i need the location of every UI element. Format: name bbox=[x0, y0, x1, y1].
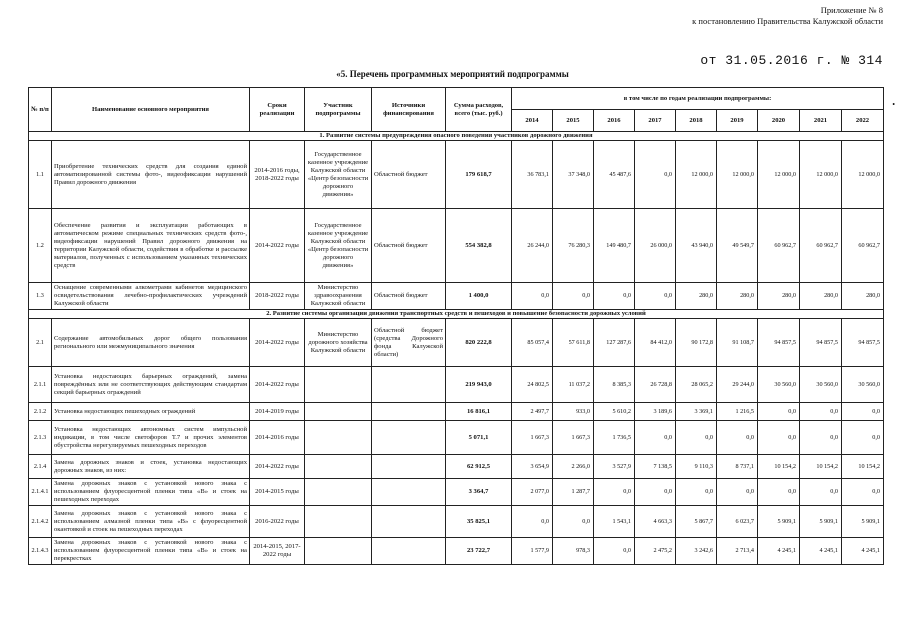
year-amount: 12 000,0 bbox=[842, 141, 884, 209]
implementation-terms: 2014-2022 годы bbox=[250, 319, 305, 367]
year-amount: 8 737,1 bbox=[717, 455, 758, 479]
year-amount: 57 611,8 bbox=[553, 319, 594, 367]
year-amount: 0,0 bbox=[758, 479, 800, 506]
year-amount: 3 527,9 bbox=[594, 455, 635, 479]
table-row bbox=[29, 283, 884, 310]
col-header-year: 2020 bbox=[758, 110, 800, 132]
year-amount: 0,0 bbox=[717, 479, 758, 506]
implementation-terms: 2014-2015 годы bbox=[250, 479, 305, 506]
total-amount: 23 722,7 bbox=[446, 538, 512, 565]
implementation-terms: 2014-2019 годы bbox=[250, 403, 305, 421]
total-amount: 820 222,8 bbox=[446, 319, 512, 367]
table-row bbox=[29, 421, 884, 455]
year-amount: 0,0 bbox=[594, 479, 635, 506]
section-title-2: 2. Развитие системы организации движения транспортных средств и пешеходов и повышение безопасности дорожных условий bbox=[29, 310, 884, 319]
year-amount: 30 560,0 bbox=[842, 367, 884, 403]
year-amount: 1 667,3 bbox=[512, 421, 553, 455]
year-amount: 5 909,1 bbox=[842, 506, 884, 538]
year-amount: 12 000,0 bbox=[758, 141, 800, 209]
year-amount: 0,0 bbox=[512, 283, 553, 310]
year-amount: 4 245,1 bbox=[800, 538, 842, 565]
col-header-year: 2019 bbox=[717, 110, 758, 132]
col-header-no: № п/п bbox=[29, 88, 52, 132]
year-amount: 9 110,3 bbox=[676, 455, 717, 479]
participant bbox=[305, 403, 372, 421]
year-amount: 1 287,7 bbox=[553, 479, 594, 506]
table-row bbox=[29, 538, 884, 565]
implementation-terms: 2014-2022 годы bbox=[250, 455, 305, 479]
year-amount: 280,0 bbox=[800, 283, 842, 310]
year-amount: 30 560,0 bbox=[800, 367, 842, 403]
year-amount: 0,0 bbox=[635, 479, 676, 506]
year-amount: 280,0 bbox=[758, 283, 800, 310]
row-number: 2.1.3 bbox=[29, 421, 52, 455]
year-amount: 6 023,7 bbox=[717, 506, 758, 538]
year-amount: 7 138,5 bbox=[635, 455, 676, 479]
year-amount: 5 867,7 bbox=[676, 506, 717, 538]
funding-source bbox=[372, 367, 446, 403]
total-amount: 35 825,1 bbox=[446, 506, 512, 538]
year-amount: 43 940,0 bbox=[676, 209, 717, 283]
participant: Министерство здравоохранения Калужской области bbox=[305, 283, 372, 310]
row-number: 2.1.4.1 bbox=[29, 479, 52, 506]
year-amount: 0,0 bbox=[553, 283, 594, 310]
implementation-terms: 2014-2016 годы bbox=[250, 421, 305, 455]
activity-name: Установка недостающих пешеходных ограждений bbox=[52, 403, 250, 421]
col-header-year: 2022 bbox=[842, 110, 884, 132]
implementation-terms: 2014-2015, 2017-2022 годы bbox=[250, 538, 305, 565]
year-amount: 0,0 bbox=[553, 506, 594, 538]
table-row bbox=[29, 403, 884, 421]
year-amount: 28 065,2 bbox=[676, 367, 717, 403]
year-amount: 2 266,0 bbox=[553, 455, 594, 479]
col-header-source: Источники финансирования bbox=[372, 88, 446, 132]
year-amount: 2 497,7 bbox=[512, 403, 553, 421]
year-amount: 90 172,8 bbox=[676, 319, 717, 367]
row-number: 2.1 bbox=[29, 319, 52, 367]
total-amount: 1 400,0 bbox=[446, 283, 512, 310]
year-amount: 149 480,7 bbox=[594, 209, 635, 283]
total-amount: 179 618,7 bbox=[446, 141, 512, 209]
year-amount: 3 189,6 bbox=[635, 403, 676, 421]
year-amount: 2 475,2 bbox=[635, 538, 676, 565]
program-activities-table bbox=[28, 87, 884, 565]
table-row bbox=[29, 209, 884, 283]
year-amount: 1 667,3 bbox=[553, 421, 594, 455]
year-amount: 280,0 bbox=[676, 283, 717, 310]
table-row bbox=[29, 506, 884, 538]
year-amount: 0,0 bbox=[800, 479, 842, 506]
funding-source bbox=[372, 479, 446, 506]
activity-name: Замена дорожных знаков с установкой нового знака с использованием флуоресцентной пленки типа «В» и стоек на перекрестках bbox=[52, 538, 250, 565]
year-amount: 5 610,2 bbox=[594, 403, 635, 421]
year-amount: 978,3 bbox=[553, 538, 594, 565]
activity-name: Замена дорожных знаков и стоек, установка недостающих дорожных знаков, из них: bbox=[52, 455, 250, 479]
year-amount: 10 154,2 bbox=[800, 455, 842, 479]
year-amount: 4 663,3 bbox=[635, 506, 676, 538]
year-amount: 91 108,7 bbox=[717, 319, 758, 367]
year-amount: 26 000,0 bbox=[635, 209, 676, 283]
participant bbox=[305, 538, 372, 565]
year-amount: 1 543,1 bbox=[594, 506, 635, 538]
table-row bbox=[29, 479, 884, 506]
year-amount: 60 962,7 bbox=[758, 209, 800, 283]
col-header-participant: Участник подпрограммы bbox=[305, 88, 372, 132]
activity-name: Оснащение современными алкометрами кабинетов медицинского освидетельствования лечебно-профилактических учреждений Калужской области bbox=[52, 283, 250, 310]
col-header-total: Сумма расходов, всего (тыс. руб.) bbox=[446, 88, 512, 132]
row-number: 2.1.4.2 bbox=[29, 506, 52, 538]
year-amount: 26 728,8 bbox=[635, 367, 676, 403]
year-amount: 5 909,1 bbox=[758, 506, 800, 538]
implementation-terms: 2014-2022 годы bbox=[250, 209, 305, 283]
resolution-date-stamp: от 31.05.2016 г. № 314 bbox=[700, 53, 883, 68]
activity-name: Приобретение технических средств для создания единой автоматизированной системы фото-, видеофиксации нарушений Правил дорожного движения bbox=[52, 141, 250, 209]
funding-source bbox=[372, 538, 446, 565]
participant: Государственное казенное учреждение Калужской области «Центр безопасности дорожного движения» bbox=[305, 209, 372, 283]
year-amount: 0,0 bbox=[512, 506, 553, 538]
year-amount: 36 783,1 bbox=[512, 141, 553, 209]
total-amount: 62 912,5 bbox=[446, 455, 512, 479]
year-amount: 84 412,0 bbox=[635, 319, 676, 367]
row-number: 2.1.1 bbox=[29, 367, 52, 403]
activity-name: Установка недостающих барьерных ограждений, замена повреждённых или не соответствующих действующим стандартам секций барьерных ограждений bbox=[52, 367, 250, 403]
funding-source: Областной бюджет bbox=[372, 283, 446, 310]
activity-name: Установка недостающих автономных систем импульсной индикации, в том числе светофоров Т.7 и прочих элементов обустройства нерегулируемых пешеходных переходов bbox=[52, 421, 250, 455]
table-row bbox=[29, 319, 884, 367]
year-amount: 0,0 bbox=[800, 421, 842, 455]
participant: Государственное казенное учреждение Калужской области «Центр безопасности дорожного движения» bbox=[305, 141, 372, 209]
funding-source bbox=[372, 506, 446, 538]
implementation-terms: 2016-2022 годы bbox=[250, 506, 305, 538]
col-header-year: 2021 bbox=[800, 110, 842, 132]
funding-source bbox=[372, 403, 446, 421]
activity-name: Содержание автомобильных дорог общего пользования регионального или межмуниципального значения bbox=[52, 319, 250, 367]
year-amount: 49 549,7 bbox=[717, 209, 758, 283]
col-header-year: 2016 bbox=[594, 110, 635, 132]
participant bbox=[305, 421, 372, 455]
year-amount: 5 909,1 bbox=[800, 506, 842, 538]
year-amount: 29 244,0 bbox=[717, 367, 758, 403]
resolution-reference: к постановлению Правительства Калужской области bbox=[692, 16, 883, 26]
year-amount: 3 654,9 bbox=[512, 455, 553, 479]
row-number: 2.1.4.3 bbox=[29, 538, 52, 565]
document-header bbox=[692, 5, 883, 27]
year-amount: 1 577,9 bbox=[512, 538, 553, 565]
year-amount: 0,0 bbox=[758, 421, 800, 455]
funding-source: Областной бюджет bbox=[372, 209, 446, 283]
activity-name: Замена дорожных знаков с установкой нового знака с использованием флуоресцентной пленки типа «В» и стоек на пешеходных переходах bbox=[52, 479, 250, 506]
implementation-terms: 2018-2022 годы bbox=[250, 283, 305, 310]
year-amount: 60 962,7 bbox=[842, 209, 884, 283]
total-amount: 3 364,7 bbox=[446, 479, 512, 506]
funding-source bbox=[372, 421, 446, 455]
participant: Министерство дорожного хозяйства Калужской области bbox=[305, 319, 372, 367]
year-amount: 3 369,1 bbox=[676, 403, 717, 421]
year-amount: 280,0 bbox=[717, 283, 758, 310]
year-amount: 24 802,5 bbox=[512, 367, 553, 403]
year-amount: 26 244,0 bbox=[512, 209, 553, 283]
year-amount: 0,0 bbox=[676, 479, 717, 506]
participant bbox=[305, 455, 372, 479]
row-number: 1.3 bbox=[29, 283, 52, 310]
year-amount: 0,0 bbox=[594, 283, 635, 310]
table-row bbox=[29, 141, 884, 209]
total-amount: 219 943,0 bbox=[446, 367, 512, 403]
document-title: «5. Перечень программных мероприятий подпрограммы bbox=[336, 69, 569, 79]
funding-source: Областной бюджет bbox=[372, 141, 446, 209]
row-number: 2.1.4 bbox=[29, 455, 52, 479]
total-amount: 5 071,1 bbox=[446, 421, 512, 455]
year-amount: 0,0 bbox=[676, 421, 717, 455]
activity-name: Обеспечение развития и эксплуатации работающих в автоматическом режиме специальных технических средств фото-, видеофиксации нарушений Правил дорожного движения на территории Калужской области, содействия в обработке и рассылке материалов, полученных с использованием указанных технических средств bbox=[52, 209, 250, 283]
year-amount: 0,0 bbox=[758, 403, 800, 421]
col-header-name: Наименование основного мероприятия bbox=[52, 88, 250, 132]
year-amount: 0,0 bbox=[717, 421, 758, 455]
year-amount: 127 287,6 bbox=[594, 319, 635, 367]
table-row bbox=[29, 367, 884, 403]
year-amount: 12 000,0 bbox=[717, 141, 758, 209]
year-amount: 8 385,3 bbox=[594, 367, 635, 403]
funding-source: Областной бюджет (средства Дорожного фонда Калужской области) bbox=[372, 319, 446, 367]
year-amount: 45 487,6 bbox=[594, 141, 635, 209]
participant bbox=[305, 506, 372, 538]
year-amount: 933,0 bbox=[553, 403, 594, 421]
col-header-year: 2017 bbox=[635, 110, 676, 132]
row-number: 1.1 bbox=[29, 141, 52, 209]
section-title-1: 1. Развитие системы предупреждения опасного поведения участников дорожного движения bbox=[29, 132, 884, 141]
total-amount: 16 816,1 bbox=[446, 403, 512, 421]
col-header-year: 2015 bbox=[553, 110, 594, 132]
table-row bbox=[29, 455, 884, 479]
year-amount: 94 857,5 bbox=[758, 319, 800, 367]
year-amount: 4 245,1 bbox=[758, 538, 800, 565]
year-amount: 11 037,2 bbox=[553, 367, 594, 403]
year-amount: 60 962,7 bbox=[800, 209, 842, 283]
year-amount: 2 077,0 bbox=[512, 479, 553, 506]
year-amount: 12 000,0 bbox=[800, 141, 842, 209]
year-amount: 0,0 bbox=[635, 283, 676, 310]
year-amount: 85 057,4 bbox=[512, 319, 553, 367]
year-amount: 280,0 bbox=[842, 283, 884, 310]
year-amount: 30 560,0 bbox=[758, 367, 800, 403]
year-amount: 4 245,1 bbox=[842, 538, 884, 565]
year-amount: 0,0 bbox=[635, 421, 676, 455]
year-amount: 0,0 bbox=[842, 403, 884, 421]
col-header-year: 2018 bbox=[676, 110, 717, 132]
year-amount: 37 348,0 bbox=[553, 141, 594, 209]
funding-source bbox=[372, 455, 446, 479]
year-amount: 1 216,5 bbox=[717, 403, 758, 421]
year-amount: 94 857,5 bbox=[842, 319, 884, 367]
year-amount: 0,0 bbox=[635, 141, 676, 209]
section-row-2 bbox=[29, 310, 884, 319]
year-amount: 1 736,5 bbox=[594, 421, 635, 455]
section-row-1 bbox=[29, 132, 884, 141]
year-amount: 0,0 bbox=[800, 403, 842, 421]
year-amount: 76 280,3 bbox=[553, 209, 594, 283]
year-amount: 2 713,4 bbox=[717, 538, 758, 565]
row-number: 1.2 bbox=[29, 209, 52, 283]
year-amount: 0,0 bbox=[842, 421, 884, 455]
year-amount: 94 857,5 bbox=[800, 319, 842, 367]
year-amount: 3 242,6 bbox=[676, 538, 717, 565]
year-amount: 10 154,2 bbox=[758, 455, 800, 479]
year-amount: 0,0 bbox=[842, 479, 884, 506]
participant bbox=[305, 479, 372, 506]
implementation-terms: 2014-2022 годы bbox=[250, 367, 305, 403]
implementation-terms: 2014-2016 годы, 2018-2022 годы bbox=[250, 141, 305, 209]
year-amount: 12 000,0 bbox=[676, 141, 717, 209]
participant bbox=[305, 367, 372, 403]
year-amount: 0,0 bbox=[594, 538, 635, 565]
col-header-terms: Сроки реализации bbox=[250, 88, 305, 132]
col-header-year: 2014 bbox=[512, 110, 553, 132]
stray-mark: • bbox=[892, 100, 895, 109]
year-amount: 10 154,2 bbox=[842, 455, 884, 479]
total-amount: 554 382,8 bbox=[446, 209, 512, 283]
appendix-label: Приложение № 8 bbox=[820, 5, 883, 15]
row-number: 2.1.2 bbox=[29, 403, 52, 421]
col-header-by-year: в том числе по годам реализации подпрограммы: bbox=[512, 88, 884, 110]
activity-name: Замена дорожных знаков с установкой нового знака с использованием алмазной пленки типа «В» с флуоресцентной окантовкой и стоек на пешеходных переходах bbox=[52, 506, 250, 538]
